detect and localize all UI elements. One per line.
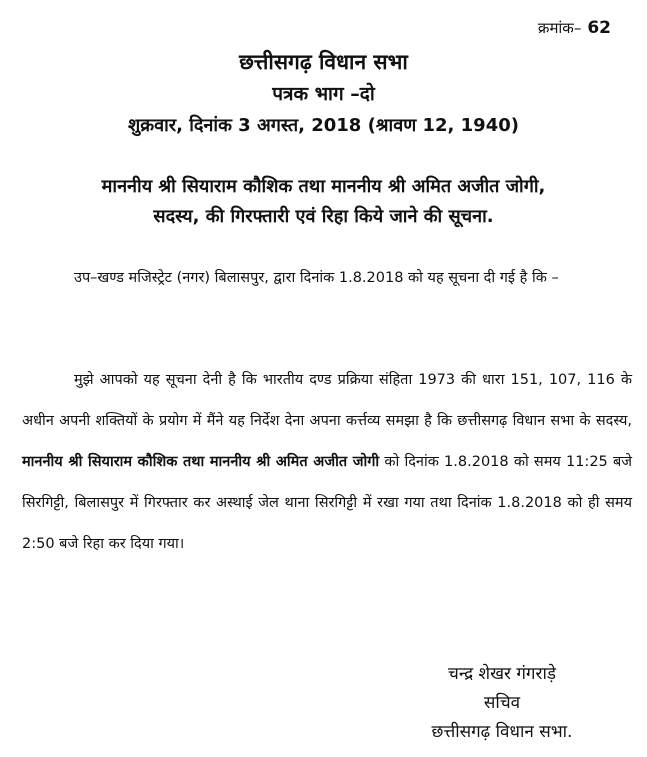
document-date: शुक्रवार, दिनांक 3 अगस्त, 2018 (श्रावण 12, 1940): [128, 115, 519, 136]
serial-value: 62: [587, 18, 611, 38]
body-paragraph-2: [22, 360, 632, 565]
document-header: [0, 46, 647, 142]
signatory-designation: सचिव: [483, 693, 521, 713]
document-subtitle: पत्रक भाग –दो: [272, 83, 375, 105]
signatory-name: चन्द्र शेखर गंगराड़े: [448, 664, 556, 684]
body-paragraph-1: [22, 262, 632, 295]
signatory-office: छत्तीसगढ़ विधान सभा.: [431, 722, 573, 742]
paragraph-2-text-start: मुझे आपको यह सूचना देनी है कि भारतीय दण्ड प्रक्रिया संहिता 1973 की धारा 151, 107, 116 के अधीन अपनी शक्तियों के प्रयोग में मैंने यह निर्देश देना अपना कर्त्तव्य समझा है कि छत्तीसगढ़ विधान सभा के सदस्य,: [22, 372, 632, 429]
subject-line-1: माननीय श्री सियाराम कौशिक तथा माननीय श्री अमित अजीत जोगी,: [101, 176, 546, 197]
paragraph-1-text: उप–खण्ड मजिस्ट्रेट (नगर) बिलासपुर, द्वारा दिनांक 1.8.2018 को यह सूचना दी गई है कि –: [74, 270, 559, 286]
subject-heading: [22, 172, 625, 232]
serial-number: [538, 18, 611, 38]
signature-block: [387, 660, 617, 747]
subject-line-2: सदस्य, की गिरफ्तारी एवं रिहा किये जाने की सूचना.: [153, 206, 494, 227]
paragraph-2-text-end: को दिनांक 1.8.2018 को समय 11:25 बजे सिरगिट्टी, बिलासपुर में गिरफ्तार कर अस्थाई जेल थाना सिरगिट्टी में रखा गया तथा दिनांक 1.8.2018 को ही समय 2:50 बजे रिहा कर दिया गया।: [22, 454, 633, 552]
document-title: छत्तीसगढ़ विधान सभा: [239, 50, 408, 74]
paragraph-2-member-names: माननीय श्री सियाराम कौशिक तथा माननीय श्री अमित अजीत जोगी: [22, 454, 380, 470]
serial-label: क्रमांक–: [537, 19, 582, 37]
